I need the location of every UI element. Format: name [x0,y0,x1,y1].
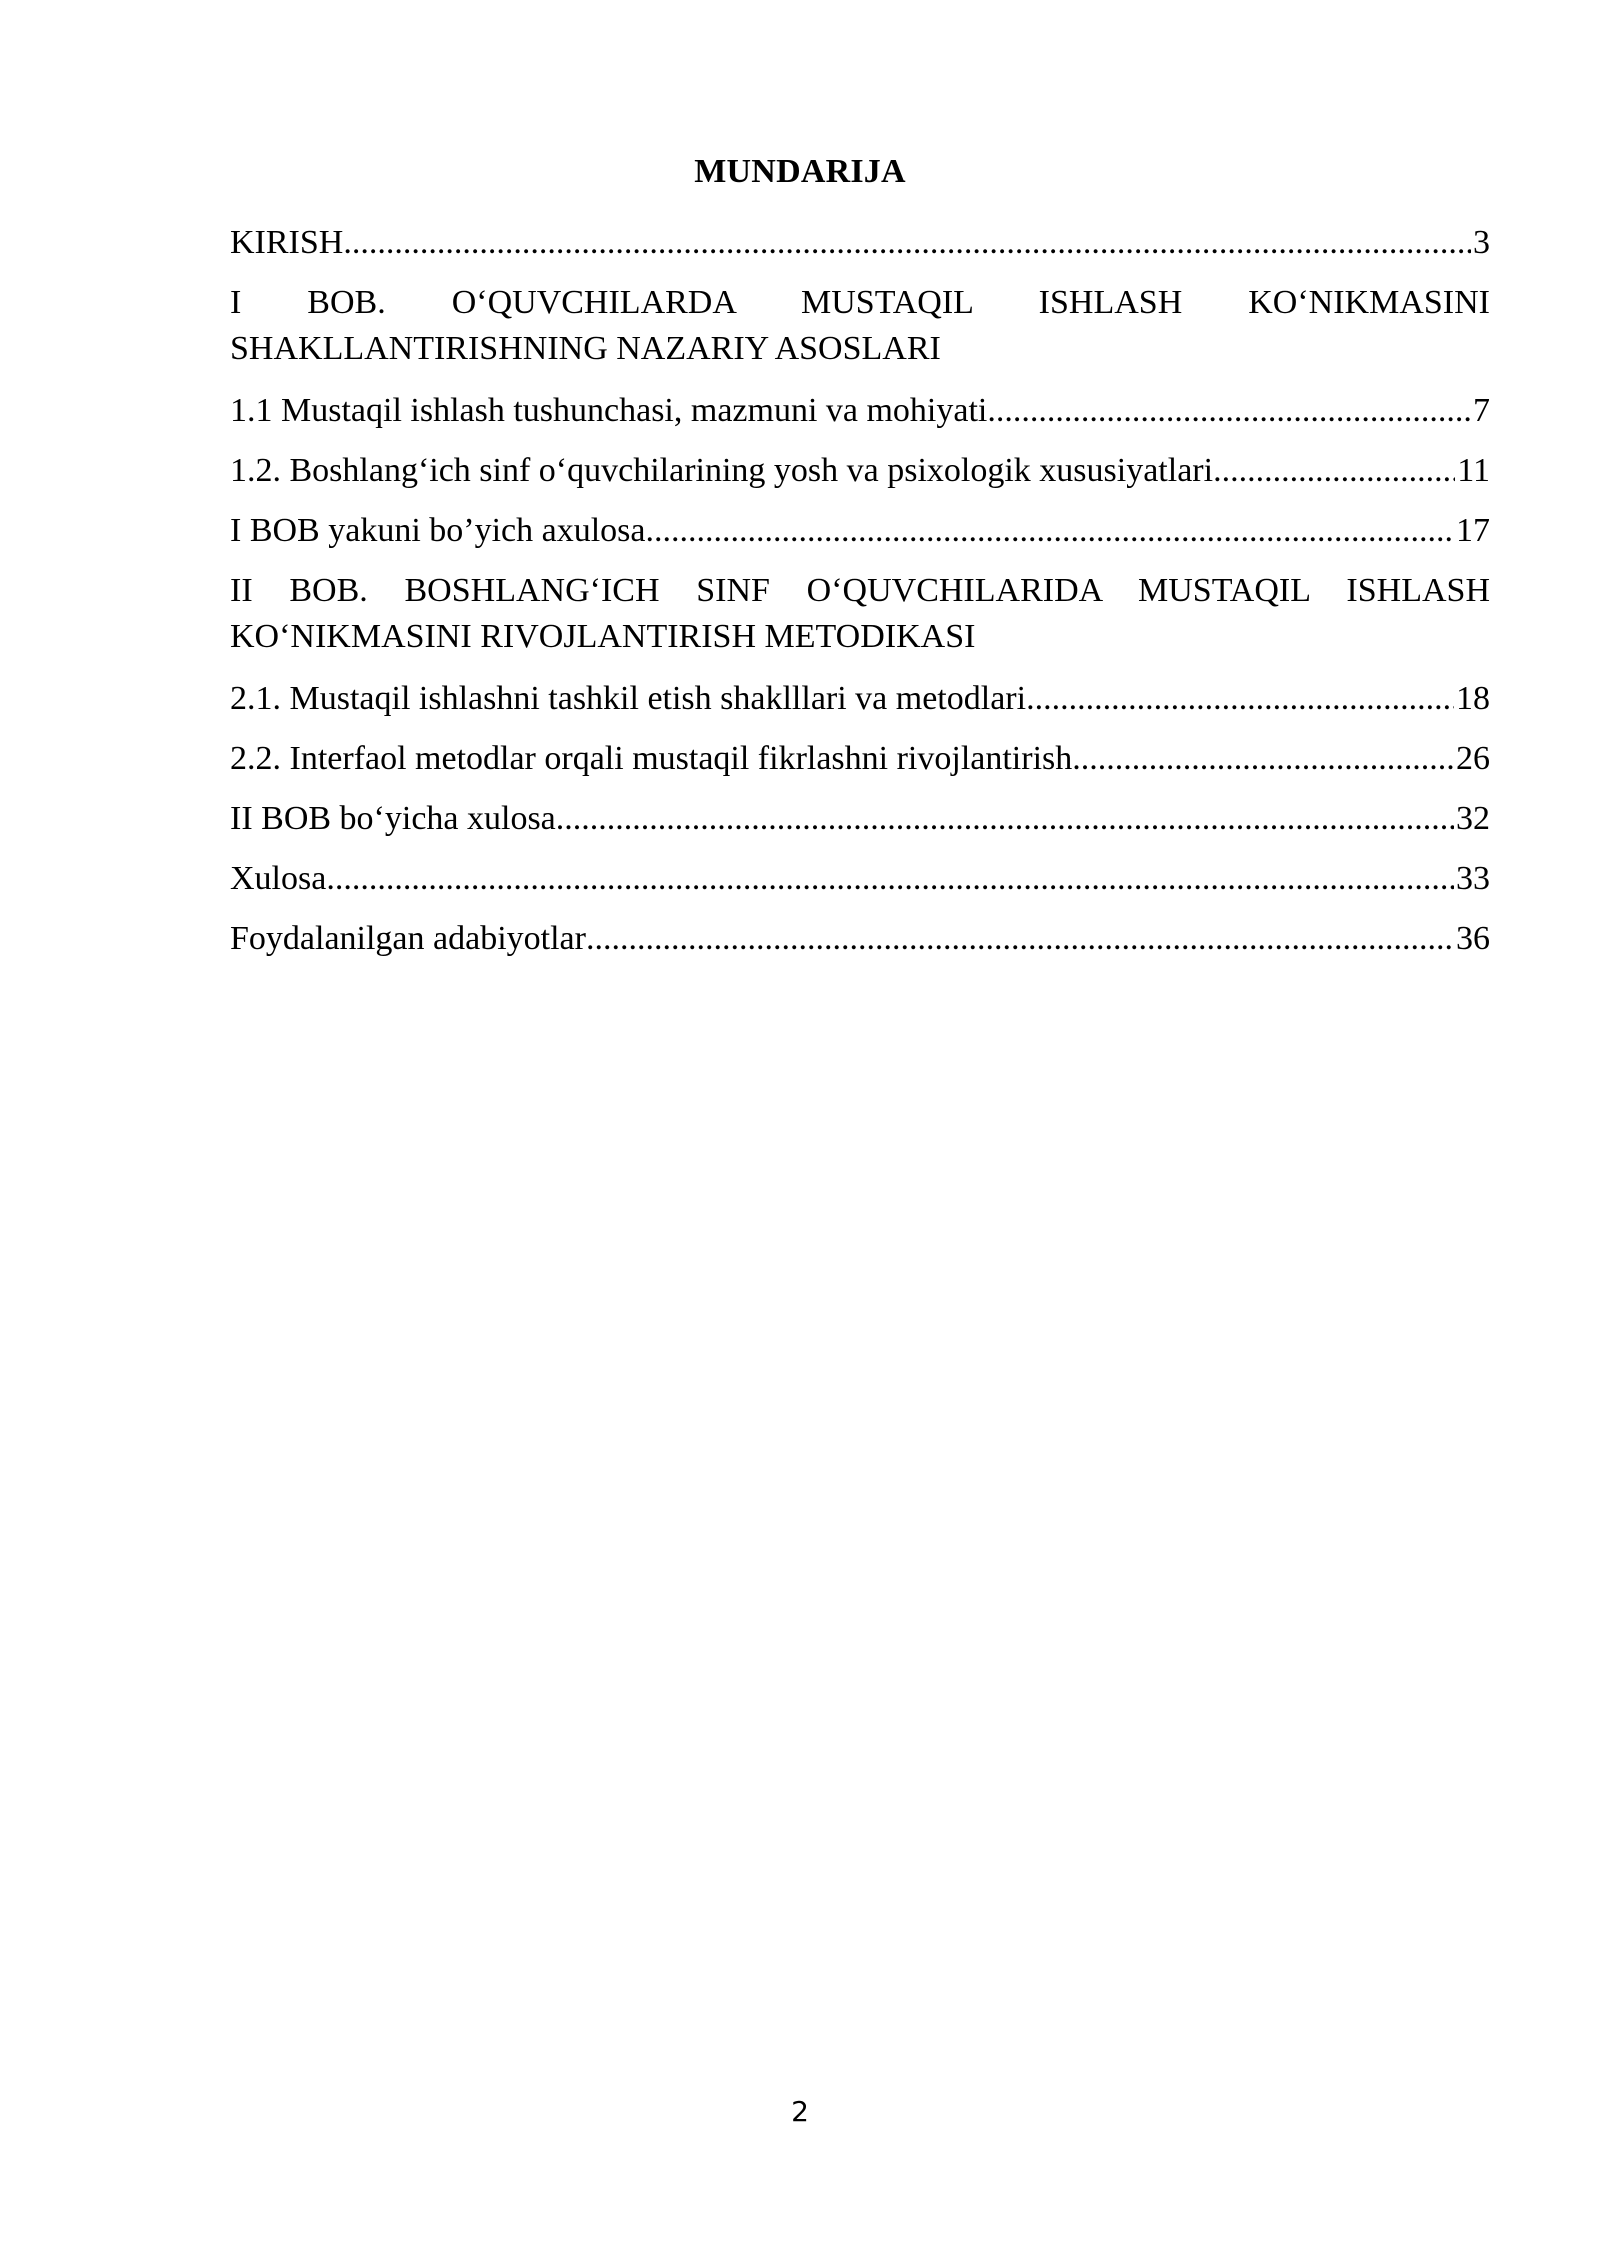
toc-entry-page: 32 [1456,800,1490,837]
toc-entry-ch2-summary[interactable] [230,796,1490,842]
toc-entry-page: 7 [1473,392,1490,429]
toc-entry-2-2[interactable] [230,736,1490,782]
toc-entry-page: 18 [1456,680,1490,717]
dot-leader [646,508,1455,554]
dot-leader [987,388,1471,434]
dot-leader [1026,676,1454,722]
chapter-heading-line: KO‘NIKMASINI RIVOJLANTIRISH METODIKASI [230,618,976,655]
toc-entry-page: 3 [1473,224,1490,261]
toc-entry-label: Xulosa [230,860,327,897]
toc-chapter-2-heading[interactable] [230,568,1490,660]
toc-entry-label: 2.2. Interfaol metodlar orqali mustaqil fikrlashni rivojlantirish [230,740,1073,777]
toc-entry-page: 36 [1456,920,1490,957]
toc-entry-label: 2.1. Mustaqil ishlashni tashkil etish shaklllari va metodlari [230,680,1027,717]
toc-entry-1-2[interactable] [230,448,1490,494]
toc-entry-page: 33 [1456,860,1490,897]
chapter-heading-line: I BOB. O‘QUVCHILARDA MUSTAQIL ISHLASH KO‘NIKMASINI [230,284,1490,321]
dot-leader [343,220,1471,266]
toc-title: MUNDARIJA [694,153,906,190]
dot-leader [326,856,1454,902]
toc-entry-label: II BOB bo‘yicha xulosa [230,800,556,837]
toc-entry-label: I BOB yakuni bo’yich axulosa [230,512,646,549]
toc-entry-references[interactable] [230,916,1490,962]
toc-entry-page: 11 [1457,452,1490,489]
toc-entry-1-1[interactable] [230,388,1490,434]
toc-entry-conclusion[interactable] [230,856,1490,902]
toc-entry-label: KIRISH [230,224,344,261]
dot-leader [586,916,1454,962]
dot-leader [556,796,1454,842]
toc-entry-label: 1.1 Mustaqil ishlash tushunchasi, mazmuni va mohiyati [230,392,988,429]
toc-entry-intro[interactable] [230,220,1490,266]
toc-entry-label: 1.2. Boshlang‘ich sinf o‘quvchilarining yosh va psixologik xususiyatlari [230,452,1214,489]
dot-leader [1213,448,1455,494]
toc-entry-label: Foydalanilgan adabiyotlar [230,920,586,957]
chapter-heading-line: SHAKLLANTIRISHNING NAZARIY ASOSLARI [230,330,941,367]
toc-entry-ch1-summary[interactable] [230,508,1490,554]
table-of-contents [230,220,1490,962]
toc-entry-2-1[interactable] [230,676,1490,722]
toc-chapter-1-heading[interactable] [230,280,1490,372]
chapter-heading-line: II BOB. BOSHLANG‘ICH SINF O‘QUVCHILARIDA MUSTAQIL ISHLASH [230,572,1490,609]
toc-entry-page: 17 [1456,512,1490,549]
page-number: 2 [791,2095,809,2128]
toc-entry-page: 26 [1456,740,1490,777]
dot-leader [1072,736,1454,782]
